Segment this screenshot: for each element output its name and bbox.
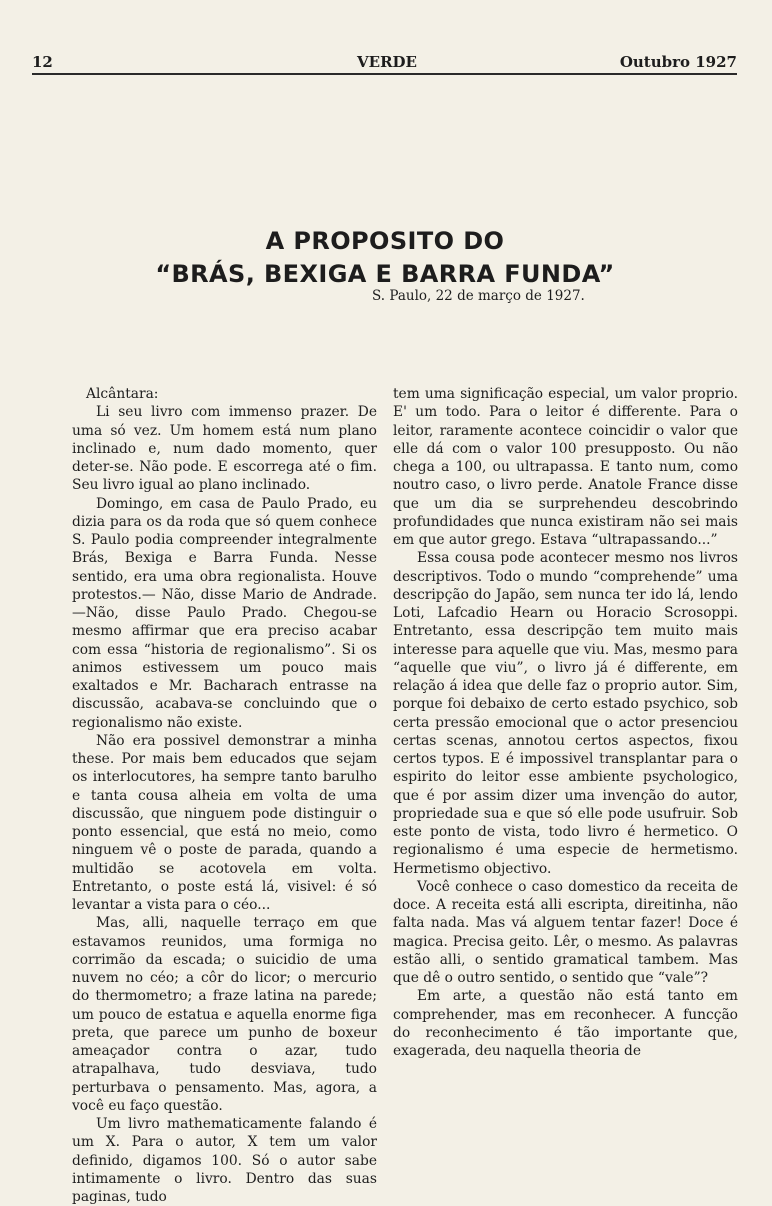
- page-header: [32, 53, 737, 75]
- salutation: Alcântara:: [86, 386, 159, 402]
- journal-name: VERDE: [357, 53, 417, 71]
- header-rule: [32, 73, 737, 75]
- paragraph: Essa cousa pode acontecer mesmo nos livros descriptivos. Todo o mundo “comprehende” uma descripção do Japão, sem nunca ter ido lá, lendo Loti, Lafcadio Hearn ou Horacio Scrosoppi. Entretanto, essa descripção tem muito mais interesse para aquelle que viu. Mas, mesmo para “aquelle que viu”, o livro já é differente, em relação á idea que delle faz o proprio autor. Sim, porque foi debaixo de certo estado psychico, sob certa pressão emocional que o actor presenciou certas scenas, annotou certos aspectos, fixou certos typos. E é impossivel transplantar para o espirito do leitor esse ambiente psychologico, que é por assim dizer uma invenção do autor, propriedade sua e que só elle pode usufruir. Sob este ponto de vista, todo livro é hermetico. O regionalismo é uma especie de hermetismo. Hermetismo objectivo.: [393, 550, 738, 877]
- paragraph: Um livro mathematicamente falando é um X. Para o autor, X tem um valor definido, digamos 100. Só o autor sabe intimamente o livro. Dentro das suas paginas, tudo: [72, 1116, 377, 1205]
- title-line-2: “BRÁS, BEXIGA E BARRA FUNDA”: [155, 260, 615, 288]
- paragraph: Li seu livro com immenso prazer. De uma só vez. Um homem está num plano inclinado e, num dado momento, quer deter-se. Não pode. E escorrega até o fim. Seu livro igual ao plano inclinado.: [72, 404, 377, 494]
- right-column: [393, 385, 738, 1060]
- paragraph: Você conhece o caso domestico da receita de doce. A receita está alli escripta, direitinha, não falta nada. Mas vá alguem tentar fazer! Doce é magica. Precisa geito. Lêr, o mesmo. As palavras estão alli, o sentido gramatical tambem. Mas que dê o outro sentido, o sentido que “vale”?: [393, 878, 738, 986]
- paragraph: Não era possivel demonstrar a minha these. Por mais bem educados que sejam os interlocutores, ha sempre tanto barulho e tanta cousa alheia em volta de uma discussão, que ninguem pode distinguir o ponto essencial, que está no meio, como ninguem vê o poste de parada, quando a multidão se acotovela em volta. Entretanto, o poste está lá, visivel: é só levantar a vista para o céo...: [72, 732, 377, 913]
- article-title: [100, 225, 670, 291]
- page-number: 12: [32, 53, 53, 71]
- title-line-1: A PROPOSITO DO: [265, 227, 505, 255]
- paragraph: tem uma significação especial, um valor proprio. E' um todo. Para o leitor é differente. Para o leitor, raramente acontece coincidir o valor que elle dá com o valor 100 presupposto. Ou não chega a 100, ou ultrapassa. E tanto num, como noutro caso, o livro perde. Anatole France disse que um dia se surprehendeu descobrindo profundidades que nunca existiram não sei mais em que autor grego. Estava “ultrapassando...”: [393, 386, 738, 548]
- paragraph: Mas, alli, naquelle terraço em que estavamos reunidos, uma formiga no corrimão da escada; o suicidio de uma nuvem no céo; a côr do licor; o mercurio do thermometro; a fraze latina na parede; um pouco de estatua e aquella enorme figa preta, que parece um punho de boxeur ameaçador contra o azar, tudo atrapalhava, tudo desviava, tudo perturbava o pensamento. Mas, agora, a você eu faço questão.: [72, 915, 377, 1114]
- paragraph: Em arte, a questão não está tanto em comprehender, mas em reconhecer. A funcção do reconhecimento é tão importante que, exagerada, deu naquella theoria de: [393, 988, 738, 1059]
- left-column: [72, 385, 377, 1206]
- paragraph: Domingo, em casa de Paulo Prado, eu dizia para os da roda que só quem conhece S. Paulo podia compreender integralmente Brás, Bexiga e Barra Funda. Nesse sentido, era uma obra regionalista. Houve protestos.— Não, disse Mario de Andrade.—Não, disse Paulo Prado. Chegou-se mesmo affirmar que era preciso acabar com essa “historia de regionalismo”. Si os animos estivessem um pouco mais exaltados e Mr. Bacharach entrasse na discussão, acabava-se concluindo que o regionalismo não existe.: [72, 495, 377, 731]
- dateline: S. Paulo, 22 de março de 1927.: [372, 288, 585, 304]
- issue-date: Outubro 1927: [619, 53, 737, 71]
